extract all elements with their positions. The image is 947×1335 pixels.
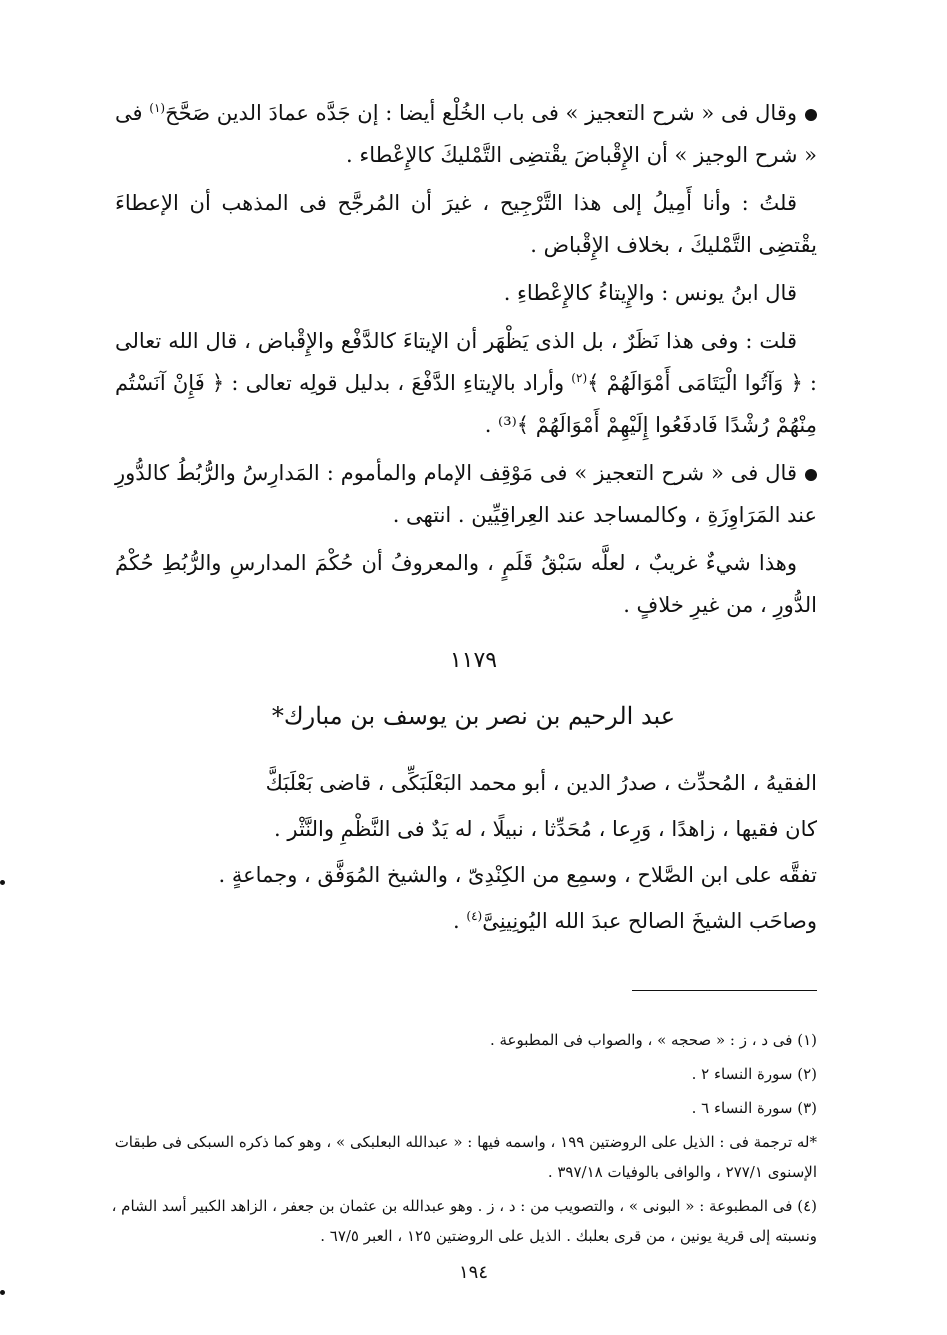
entry-title: عبد الرحيم بن نصر بن يوسف بن مبارك* bbox=[271, 702, 676, 730]
body-text bbox=[115, 92, 817, 632]
footnote-4: (٤) فى المطبوعة : « البونى » ، والتصويب من : د ، ز . وهو عبدالله بن عثمان بن جعفر ، الزاهد الكبير أسد الشام ، ونسبته إلى قرية يونين ، من قرى بعلبك . الذيل على الروضتين ١٢٥ ، العبر ٦٧/٥ . bbox=[111, 1197, 817, 1245]
paragraph-2: قلتُ : وأنا أَمِيلُ إلى هذا التَّرْجِيح ، غيرَ أن المُرجَّح فى المذهب أن الإعطاءَ يقْتضِى التَّمْليكَ ، بخلاف الإِقْباض . bbox=[115, 191, 817, 257]
footnote-3: (٣) سورة النساء ٦ . bbox=[691, 1099, 817, 1117]
paragraph-3: قال ابنُ يونس : والإِيتاءُ كالإِعْطاءِ . bbox=[503, 281, 797, 305]
biography bbox=[140, 762, 817, 946]
bullet-icon bbox=[805, 469, 817, 481]
bio-line-4: وصاحَب الشيخَ الصالح عبدَ الله اليُونِينِىَّ$^{(٤)}$ . bbox=[453, 909, 817, 933]
bio-line-3: تفقَّه على ابن الصَّلاح ، وسمِع من الكِنْدِىّ ، والشيخ المُوَفَّق ، وجماعةٍ . bbox=[218, 863, 817, 887]
bullet-icon bbox=[805, 109, 817, 121]
bio-line-2: كان فقيها ، زاهدًا ، وَرِعا ، مُحَدِّثا ، نبيلًا ، له يَدٌ فى النَّظْمِ والنَّثْر . bbox=[274, 817, 817, 841]
footnote-divider bbox=[632, 990, 817, 991]
paragraph-6: وهذا شيءٌ غريبٌ ، لعلَّه سَبْقُ قَلَمٍ ، والمعروفُ أن حُكْمَ المدارسِ والرُّبُطِ حُكْمُ الدُّورِ ، من غيرِ خلافٍ . bbox=[115, 551, 817, 617]
footnote-ref: (١) bbox=[149, 101, 166, 115]
entry-number: ١١٧٩ bbox=[449, 648, 498, 673]
scan-mark bbox=[0, 1290, 5, 1295]
paragraph-5: قال فى « شرح التعجيز » فى مَوْقِف الإمام والمأموم : المَدارِسُ والرُّبُطُ كالدُّورِ عند المَرَاوِزَةِ ، وكالمساجد عند العِراقِيِّين . انتهى . bbox=[115, 461, 817, 527]
bio-line-1: الفقيهُ ، المُحدِّث ، صدرُ الدين ، أبو محمد البَعْلَبَكِّى ، قاضى بَعْلَبَكَّ bbox=[265, 771, 817, 795]
footnote-2: (٢) سورة النساء ٢ . bbox=[691, 1065, 817, 1083]
footnote-ref: (٢) bbox=[571, 371, 588, 385]
footnotes bbox=[90, 1025, 817, 1255]
footnote-1: (١) فى د ، ز : « صحجه » ، والصواب فى المطبوعة . bbox=[489, 1031, 817, 1049]
scan-mark bbox=[0, 880, 5, 885]
page-number: ١٩٤ bbox=[458, 1262, 488, 1283]
paragraph-1: وقال فى « شرح التعجيز » فى باب الخُلْع أيضا : إن جَدَّه عمادَ الدين صَحَّحَ$^{(١)}$ فى « شرح الوجيز » أن الإِقْباضَ يقْتضِى التَّمْليكَ كالإِعْطاء . bbox=[115, 101, 817, 167]
footnote-star: *له ترجمة فى : الذيل على الروضتين ١٩٩ ، واسمه فيها : « عبدالله البعلبكى » ، وهو كما ذكره السبكى فى طبقات الإسنوى ٢٧٧/١ ، والوافى بالوفيات ٣٩٧/١٨ . bbox=[114, 1133, 817, 1181]
footnote-ref: (٤) bbox=[466, 909, 483, 923]
paragraph-4: قلت : وفى هذا نَظَرٌ ، بل الذى يَظْهَر أن الإيتاءَ كالدَّفْع والإِقْباض ، قال الله تعالى : ﴿ وَآتُوا الْيَتَامَى أَمْوَالَهُمْ ﴾$^{(٢)}$ وأراد بالإيتاءِ الدَّفْعَ ، بدليل قولِه تعالى : ﴿ فَإِنْ آنَسْتُم مِنْهُمْ رُشْدًا فَادفَعُوا إِلَيْهِمْ أَمْوَالَهُمْ ﴾⁽³⁾ . bbox=[115, 329, 817, 437]
